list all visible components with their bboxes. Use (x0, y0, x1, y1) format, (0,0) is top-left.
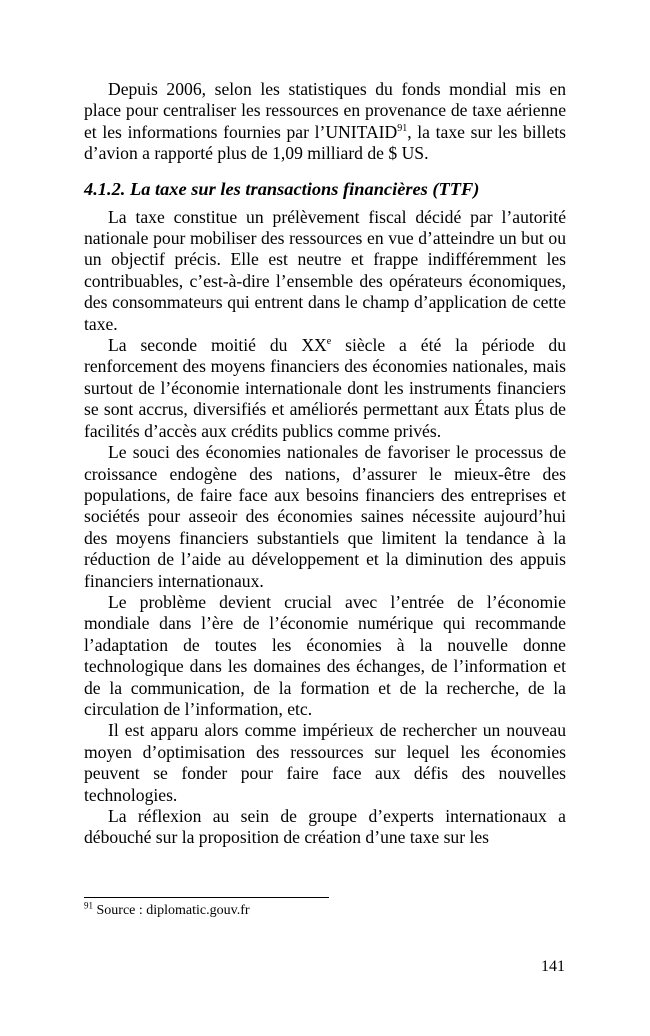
footnote-text: Source : diplomatic.gouv.fr (93, 903, 250, 918)
footnote-reference[interactable]: 91 (397, 122, 408, 134)
footnote-divider (84, 897, 329, 898)
paragraph-text: , la taxe sur les billets d’avion a rapporté plus de 1,09 milliard de $ US. (84, 121, 566, 164)
footnote-number: 91 (84, 900, 93, 911)
paragraph-text: Depuis 2006, selon les statistiques du fonds mondial mis en place pour centraliser les ressources en provenance de taxe aérienne et les informations fournies par l’UNITAID (84, 79, 566, 142)
footnote (84, 902, 250, 920)
section-heading: 4.1.2. La taxe sur les transactions financières (TTF) (84, 178, 480, 199)
superscript: e (326, 336, 332, 348)
paragraph: La taxe constitue un prélèvement fiscal décidé par l’autorité nationale pour mobiliser des ressources en vue d’atteindre un but ou un objectif précis. Elle est neutre et frappe indifféremment les contribuables, c’est-à-dire l’ensemble des opérateurs économiques, des consommateurs qui entrent dans le champ d’application de cette taxe. (84, 206, 566, 334)
page-body (84, 79, 566, 849)
paragraph: Il est apparu alors comme impérieux de rechercher un nouveau moyen d’optimisation des ressources sur lequel les économies peuvent se fonder pour faire face aux défis des nouvelles technologies. (84, 720, 566, 805)
paragraph: Le souci des économies nationales de favoriser le processus de croissance endogène des nations, d’assurer le mieux-être des populations, de faire face aux besoins financiers des entreprises et sociétés pour asseoir des économies saines nécessite aujourd’hui des moyens financiers substantiels que limitent la tendance à la réduction de l’aide au développement et la diminution des appuis financiers internationaux. (84, 442, 566, 591)
paragraph-text: siècle a été la période du renforcement des moyens financiers des économies nationales, mais surtout de l’économie internationale dont les instruments financiers se sont accrus, diversifiés et améliorés permettant aux États plus de facilités d’accès aux crédits publics comme privés. (84, 335, 566, 441)
paragraph-unitaid (84, 79, 566, 165)
paragraph-century (84, 335, 566, 442)
paragraph-text: La seconde moitié du XX (108, 335, 327, 356)
page-number: 141 (541, 958, 565, 975)
paragraph: La réflexion au sein de groupe d’experts internationaux a débouché sur la proposition de création d’une taxe sur les (84, 806, 566, 848)
paragraph: Le problème devient crucial avec l’entrée de l’économie mondiale dans l’ère de l’économie numérique qui recommande l’adaptation de toutes les économies à la nouvelle donne technologique dans les domaines des échanges, de l’information et de la communication, de la formation et de la recherche, de la circulation de l’information, etc. (84, 591, 566, 719)
